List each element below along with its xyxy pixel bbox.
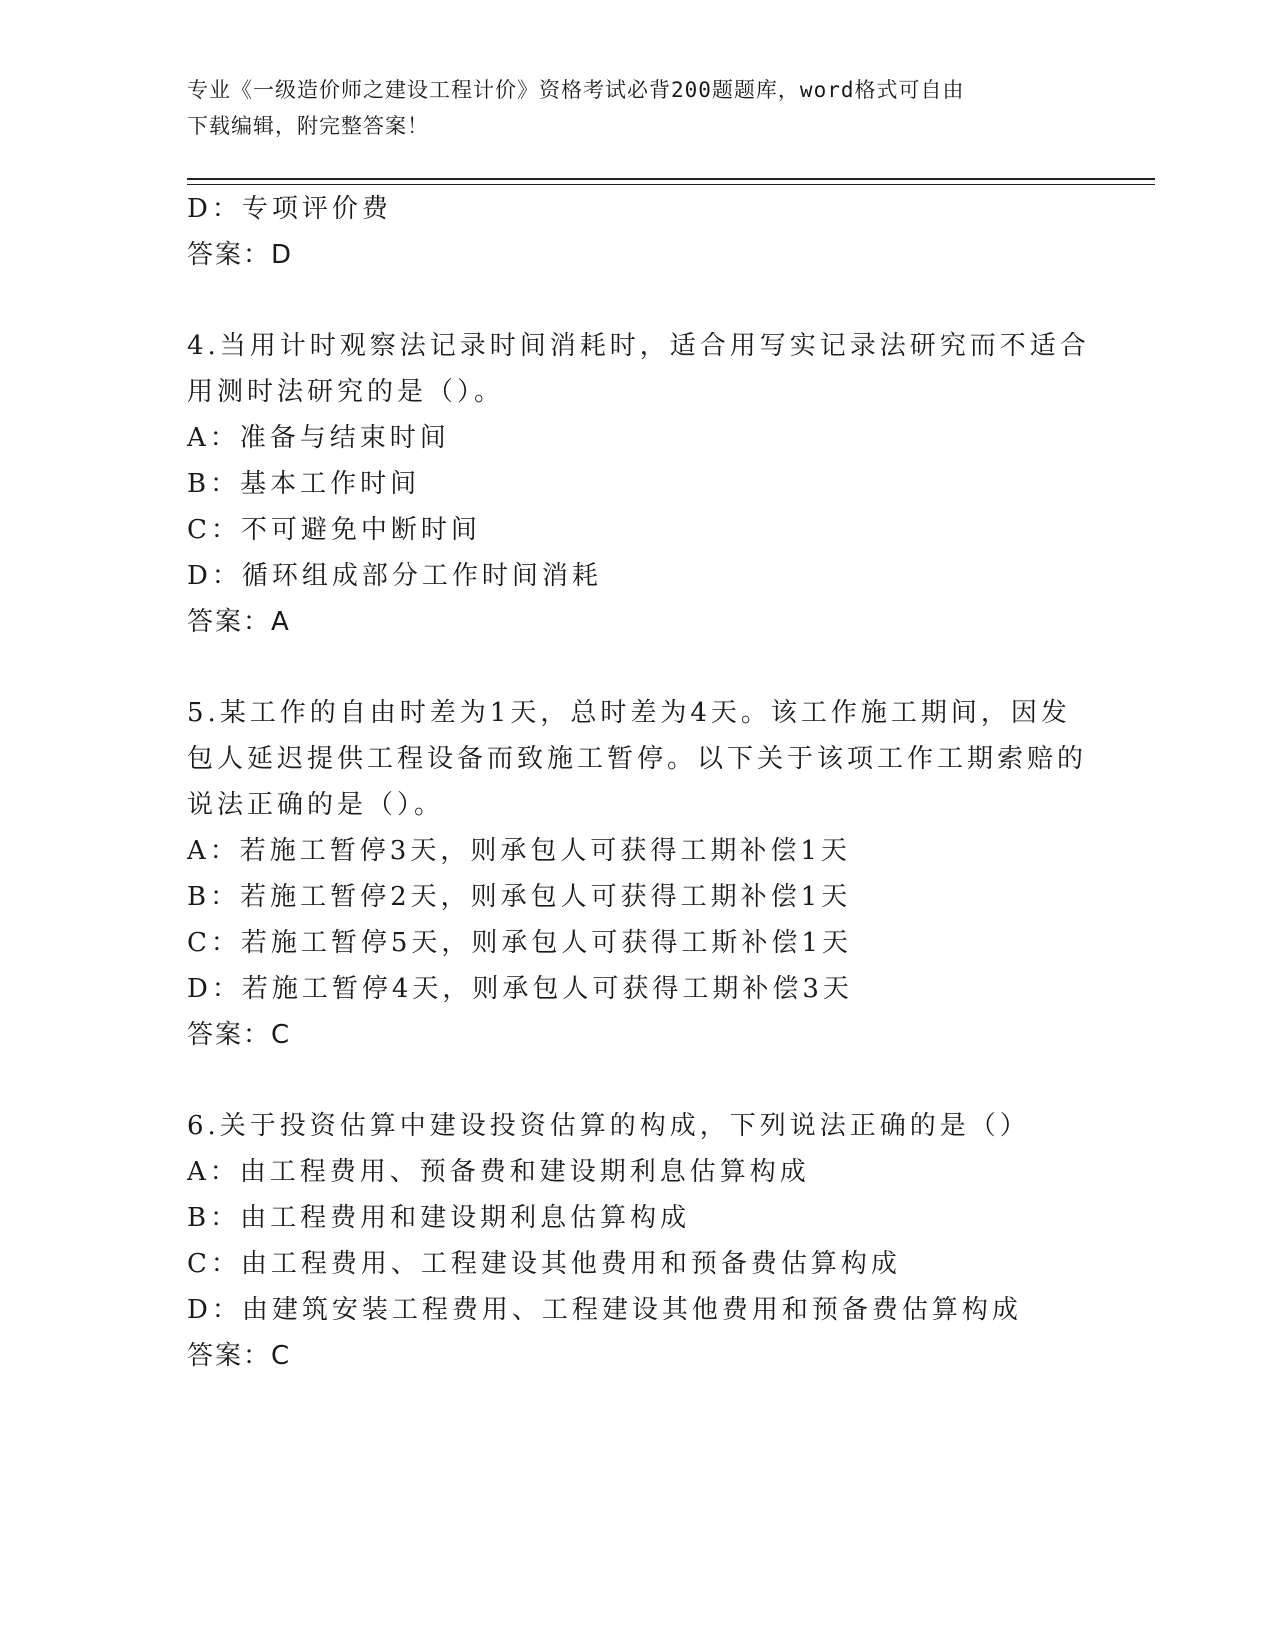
option-c: C：不可避免中断时间	[187, 515, 481, 545]
option-d: D：若施工暂停4天，则承包人可获得工期补偿3天	[187, 974, 853, 1004]
option-d: D：由建筑安装工程费用、工程建设其他费用和预备费估算构成	[187, 1295, 1022, 1325]
option-b: B：若施工暂停2天，则承包人可获得工期补偿1天	[187, 882, 852, 912]
option-d: D：循环组成部分工作时间消耗	[187, 561, 602, 591]
question-stem-line: 6.关于投资估算中建设投资估算的构成，下列说法正确的是（）	[187, 1111, 1030, 1141]
question-6	[187, 1103, 1107, 1379]
header-line-1: 专业《一级造价师之建设工程计价》资格考试必背200题题库，word格式可自由	[187, 78, 965, 102]
page-header	[187, 72, 1077, 144]
question-stem-line: 用测时法研究的是（）。	[187, 377, 505, 407]
question-stem-line: 说法正确的是（）。	[187, 790, 445, 820]
option-b: B：由工程费用和建设期利息估算构成	[187, 1203, 691, 1233]
option-a: A：准备与结束时间	[187, 423, 450, 453]
spacer	[187, 645, 1107, 690]
header-rule-thin	[187, 184, 1155, 185]
answer-line: 答案：C	[187, 1020, 292, 1050]
option-c: C：若施工暂停5天，则承包人可获得工斯补偿1天	[187, 928, 852, 958]
spacer	[187, 1058, 1107, 1103]
question-5	[187, 690, 1107, 1058]
answer-line: 答案：A	[187, 607, 291, 637]
question-content	[187, 186, 1107, 1379]
question-4	[187, 323, 1107, 645]
option-c: C：由工程费用、工程建设其他费用和预备费估算构成	[187, 1249, 901, 1279]
question-stem-line: 5.某工作的自由时差为1天，总时差为4天。该工作施工期间，因发	[187, 698, 1071, 728]
answer-line: 答案：D	[187, 240, 294, 270]
option-a: A：若施工暂停3天，则承包人可获得工期补偿1天	[187, 836, 851, 866]
option-d: D：专项评价费	[187, 194, 392, 224]
spacer	[187, 278, 1107, 323]
option-a: A：由工程费用、预备费和建设期利息估算构成	[187, 1157, 810, 1187]
answer-line: 答案：C	[187, 1341, 292, 1371]
header-rule-thick	[187, 178, 1155, 180]
previous-question-tail	[187, 186, 1107, 278]
question-stem-line: 4.当用计时观察法记录时间消耗时，适合用写实记录法研究而不适合	[187, 331, 1090, 361]
option-b: B：基本工作时间	[187, 469, 421, 499]
question-stem-line: 包人延迟提供工程设备而致施工暂停。以下关于该项工作工期索赔的	[187, 744, 1088, 774]
header-line-2: 下载编辑，附完整答案！	[187, 114, 429, 138]
